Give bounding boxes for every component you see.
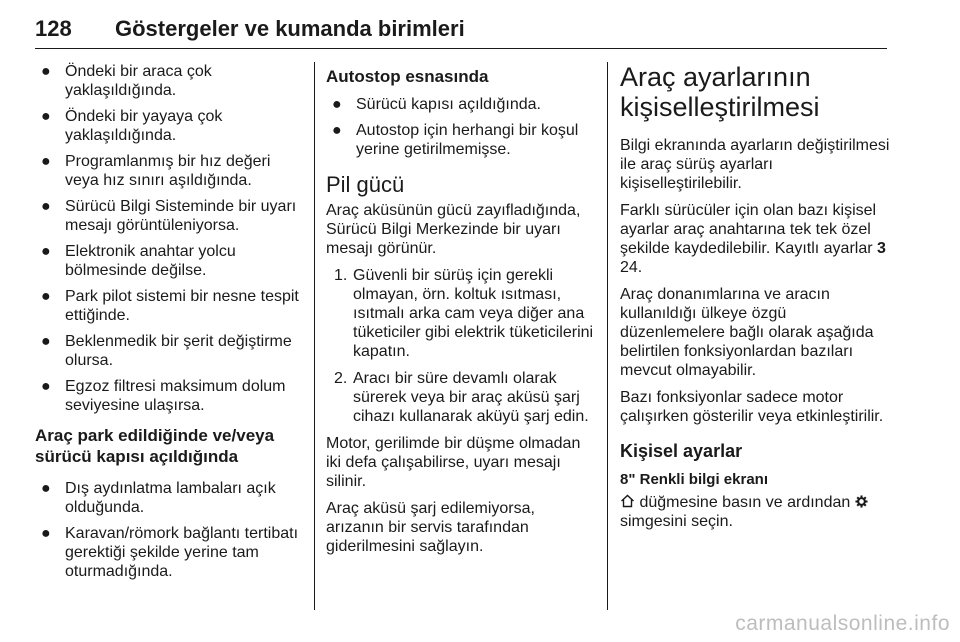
list-item: ● Park pilot sistemi bir nesne tespit ettiğinde. [41, 288, 299, 324]
section-heading-battery: Pil gücü [326, 172, 405, 197]
page-title: Göstergeler ve kumanda birimleri [115, 16, 465, 41]
battery-para-2: Araç aküsü şarj edilemiyorsa, arızanın bir servis tarafından giderilmesini sağlayın. [326, 500, 535, 555]
personalization-para-4: Bazı fonksiyonlar sadece motor çalışırken gösterilir veya etkinleştirilir. [620, 389, 884, 425]
section-heading-personal-settings: Kişisel ayarlar [620, 441, 743, 461]
list-item: ● Autostop için herhangi bir koşul yerine getirilmemişse. [332, 122, 579, 158]
battery-intro: Araç aküsünün gücü zayıfladığında, Sürücü Bilgi Merkezinde bir uyarı mesajı görünür. [326, 202, 581, 257]
page-header [35, 10, 887, 49]
bullet-icon: ● [41, 243, 51, 260]
bullet-icon: ● [41, 525, 51, 542]
column-divider-1 [314, 62, 315, 610]
list-item: ● Elektronik anahtar yolcu bölmesinde değilse. [41, 243, 236, 279]
column-3 [620, 62, 892, 539]
column-2 [326, 62, 594, 564]
list-item: ● Beklenmedik bir şerit değiştirme olursa. [41, 333, 292, 369]
battery-para-1: Motor, gerilimde bir düşme olmadan iki defa çalışabilirse, uyarı mesajı silinir. [326, 435, 581, 490]
personalization-para-5: düğmesine basın ve ardından simgesini seçin. [620, 493, 892, 531]
bullet-icon: ● [332, 122, 342, 139]
column-1 [35, 62, 303, 588]
home-icon-svg [620, 494, 635, 508]
list-item: ● Sürücü kapısı açıldığında. [332, 96, 541, 113]
autostop-list [326, 95, 594, 159]
bullet-icon: ● [41, 153, 51, 170]
list-item: ● Egzoz filtresi maksimum dolum seviyesine ulaşırsa. [41, 378, 286, 414]
battery-steps [326, 266, 594, 426]
list-item: ● Öndeki bir yayaya çok yaklaşıldığında. [41, 108, 223, 144]
bullet-icon: ● [332, 96, 342, 113]
personalization-para-2: Farklı sürücüler için olan bazı kişisel ayarlar araç anahtarına tek tek özel şekilde kaydedilebilir. Kayıtlı ayarlar 3 24. [620, 202, 886, 276]
page-reference-icon: 3 [877, 240, 886, 257]
bullet-icon: ● [41, 378, 51, 395]
watermark: carmanualsonline.info [735, 612, 950, 635]
section-heading-autostop: Autostop esnasında [326, 67, 489, 86]
list-item: ● Karavan/römork bağlantı tertibatı gerektiği şekilde yerine tam oturmadığında. [41, 525, 299, 580]
list-item: ● Öndeki bir araca çok yaklaşıldığında. [41, 63, 212, 99]
list-item: ● Sürücü Bilgi Sisteminde bir uyarı mesajı görüntüleniyorsa. [41, 198, 297, 234]
bullet-icon: ● [41, 198, 51, 215]
warning-list [35, 62, 303, 415]
gear-icon [855, 494, 868, 511]
page-reference: 24. [620, 259, 643, 276]
column-divider-2 [607, 62, 608, 610]
bullet-icon: ● [41, 480, 51, 497]
step-item: 1. Güvenli bir sürüş için gerekli olmayan, örn. koltuk ısıtması, ısıtmalı arka cam veya diğer ana tüketiciler gibi elektrik tüketicilerini kapatın. [334, 267, 594, 360]
gear-icon-svg [855, 495, 868, 508]
bullet-icon: ● [41, 63, 51, 80]
section-heading-personalization: Araç ayarlarının kişiselleştirilmesi [620, 62, 820, 122]
section-heading-parked: Araç park edildiğinde ve/veya sürücü kapısı açıldığında [35, 426, 275, 466]
bullet-icon: ● [41, 333, 51, 350]
list-item: ● Dış aydınlatma lambaları açık olduğunda. [41, 480, 276, 516]
page-number: 128 [35, 16, 72, 41]
bullet-icon: ● [41, 288, 51, 305]
list-item: ● Programlanmış bir hız değeri veya hız sınırı aşıldığında. [41, 153, 271, 189]
bullet-icon: ● [41, 108, 51, 125]
step-item: 2. Aracı bir süre devamlı olarak sürerek veya bir araç aküsü şarj cihazı kullanarak aküyü şarj edin. [334, 370, 589, 425]
personalization-para-3: Araç donanımlarına ve aracın kullanıldığı ülkeye özgü düzenlemelere bağlı olarak aşağıda belirtilen fonksiyonlardan bazıları mevcut olmayabilir. [620, 286, 874, 379]
personalization-para-1: Bilgi ekranında ayarların değiştirilmesi ile araç sürüş ayarları kişiselleştirilebilir. [620, 137, 890, 192]
home-icon [620, 494, 639, 511]
parked-warning-list [35, 479, 303, 581]
section-heading-color-display: 8" Renkli bilgi ekranı [620, 471, 768, 488]
